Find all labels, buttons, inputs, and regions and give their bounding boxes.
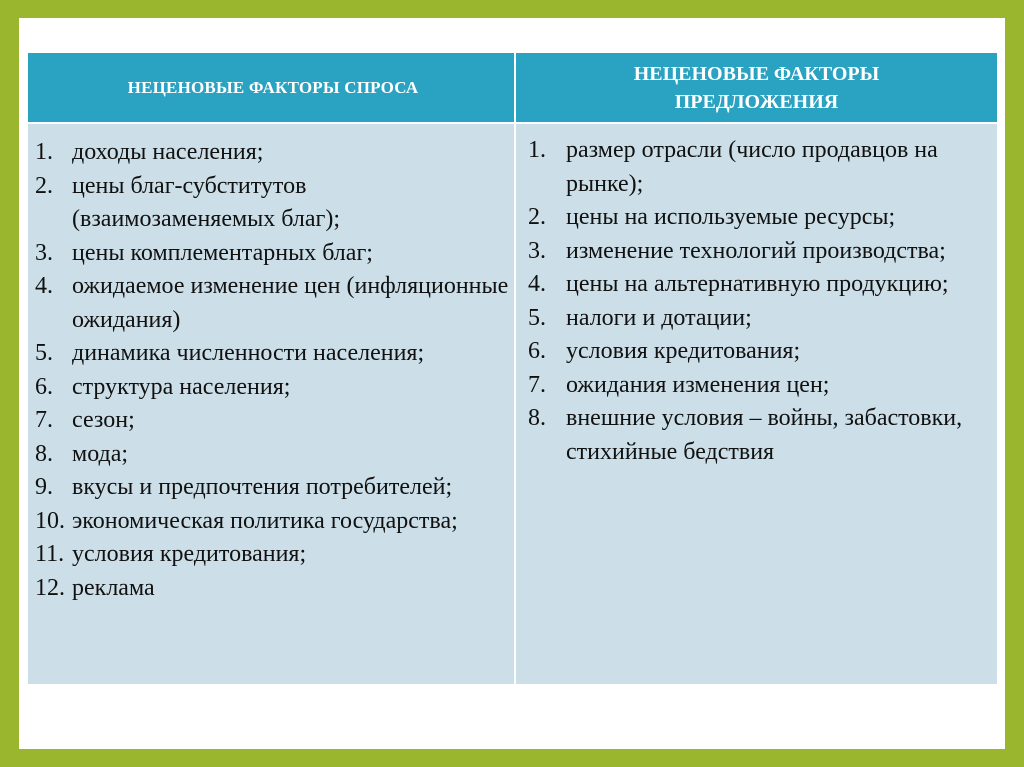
list-item [35,136,510,170]
item-text: налоги и дотации; [566,304,752,331]
item-text: внешние условия – войны, забастовки, стихийные бедствия [566,405,963,465]
list-item [528,335,991,369]
item-text: мода; [72,440,129,467]
list-item [528,268,991,302]
list-item [35,237,510,271]
item-number: 4. [528,271,546,297]
item-text: экономическая политика государства; [72,507,458,534]
item-text: динамика численности населения; [72,340,425,366]
list-item [35,505,510,539]
item-text: ожидания изменения цен; [566,371,830,398]
item-number: 10. [35,507,65,534]
item-number: 6. [528,338,546,364]
list-item [35,170,510,237]
list-item [528,201,991,235]
item-number: 3. [528,237,546,264]
list-item [35,270,510,337]
item-text: цены благ-субститутов (взаимозаменяемых благ); [72,172,341,232]
item-number: 7. [528,371,546,398]
item-number: 9. [35,474,53,500]
list-item [528,134,991,201]
slide [19,18,1005,749]
list-item [528,302,991,336]
item-text: доходы населения; [72,139,264,165]
item-number: 1. [35,139,53,165]
list-item [528,402,991,469]
list-item [528,235,991,269]
item-text: условия кредитования; [566,338,801,364]
list-item [35,337,510,371]
item-number: 12. [35,574,65,601]
item-number: 11. [35,541,65,567]
item-text: реклама [72,574,155,601]
item-text: цены на используемые ресурсы; [566,204,896,230]
list-item [35,538,510,572]
item-text: условия кредитования; [72,541,307,567]
item-number: 3. [35,239,53,266]
demand-factors-header: НЕЦЕНОВЫЕ ФАКТОРЫ СПРОСА [28,53,514,122]
list-item [35,572,510,606]
list-item [35,438,510,472]
supply-factors-list [528,134,991,469]
list-item [528,369,991,403]
item-text: структура населения; [72,373,291,400]
item-text: изменение технологий производства; [566,237,946,264]
item-number: 8. [528,405,546,431]
supply-factors-header: НЕЦЕНОВЫЕ ФАКТОРЫ ПРЕДЛОЖЕНИЯ [516,53,997,122]
item-number: 8. [35,440,53,467]
item-text: цены комплементарных благ; [72,239,373,266]
item-number: 7. [35,407,53,433]
item-number: 1. [528,137,546,163]
list-item [35,404,510,438]
item-number: 6. [35,373,53,400]
list-item [35,471,510,505]
demand-factors-cell [28,124,514,684]
item-text: цены на альтернативную продукцию; [566,271,949,297]
item-text: сезон; [72,407,135,433]
item-number: 4. [35,273,53,299]
demand-factors-list [35,136,510,605]
item-number: 2. [35,172,53,199]
item-number: 5. [528,304,546,331]
item-text: вкусы и предпочтения потребителей; [72,474,453,500]
factors-table [28,53,995,682]
list-item [35,371,510,405]
supply-factors-cell [516,124,997,684]
item-text: ожидаемое изменение цен (инфляционные ожидания) [72,273,509,333]
item-text: размер отрасли (число продавцов на рынке); [566,137,938,197]
item-number: 2. [528,204,546,230]
item-number: 5. [35,340,53,366]
